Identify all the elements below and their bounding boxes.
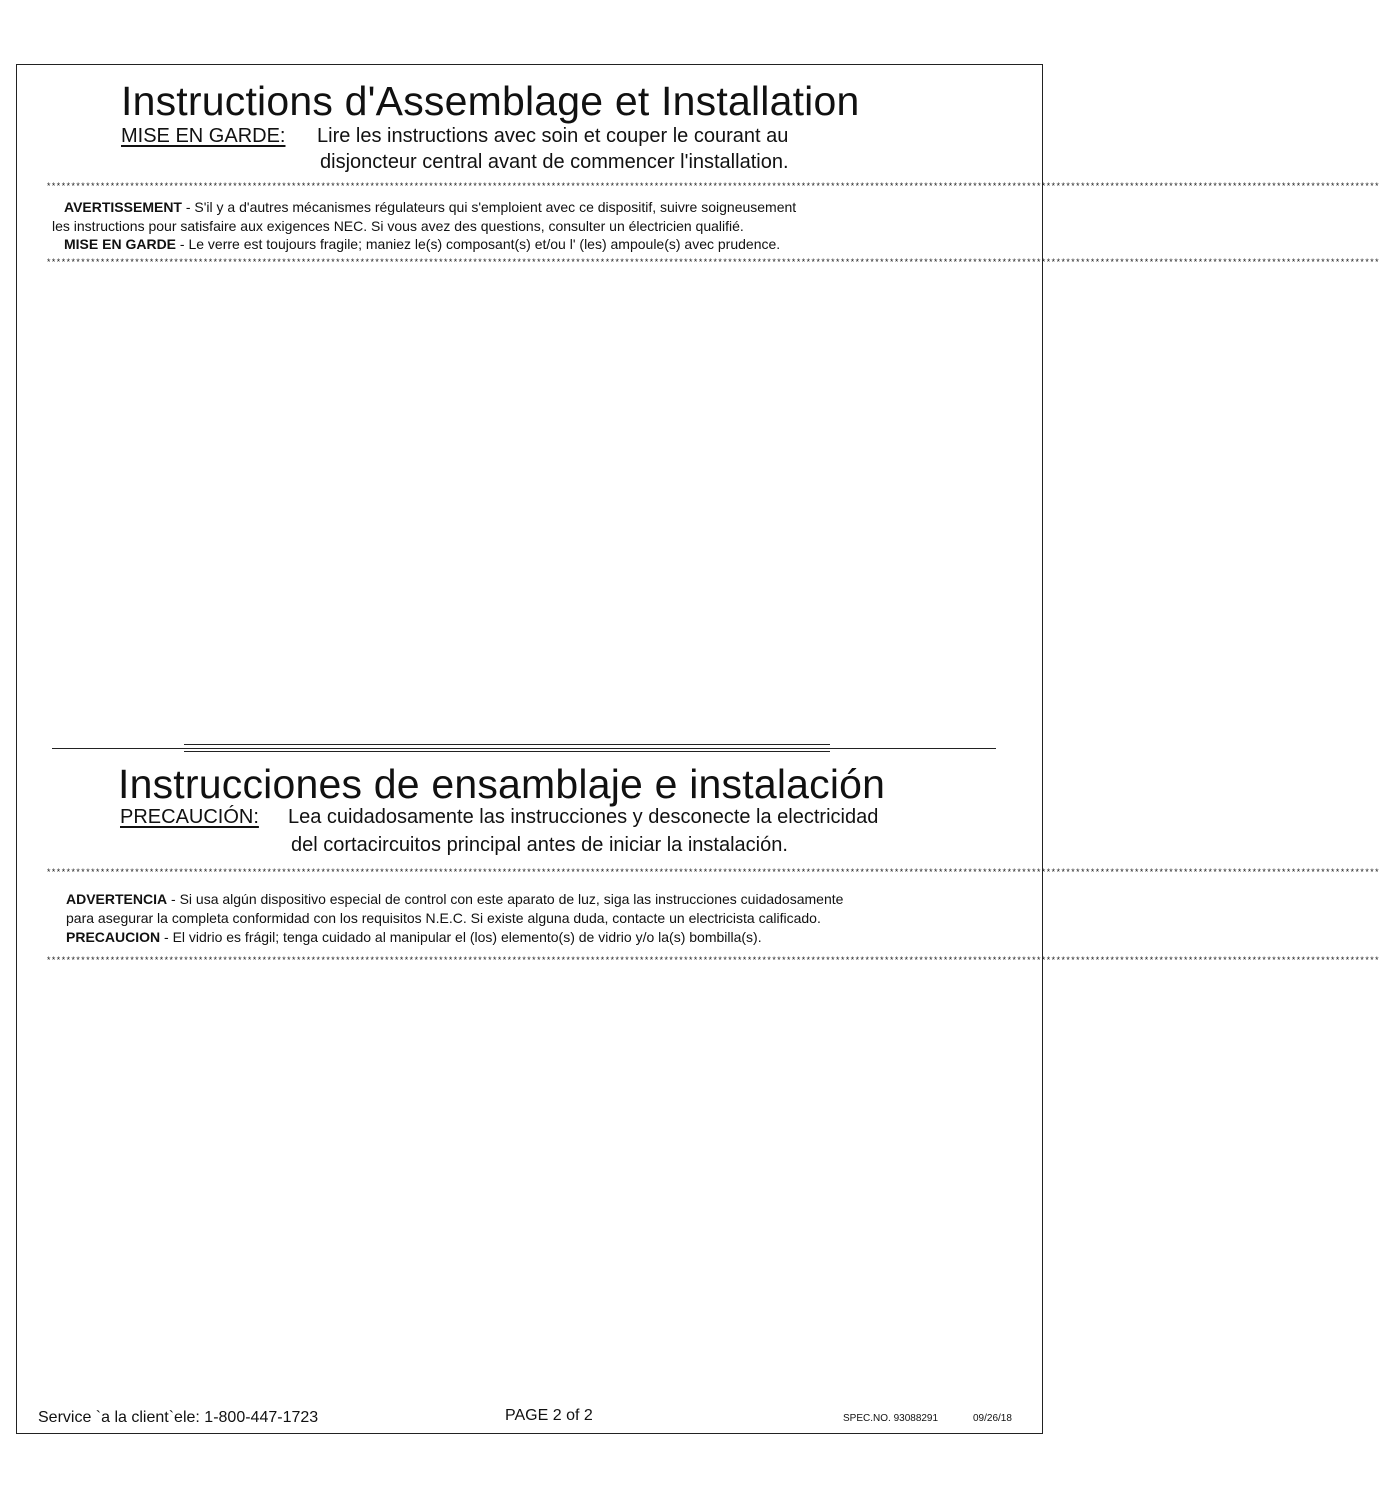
divider-line <box>52 748 996 749</box>
french-warning-line2: les instructions pour satisfaire aux exigences NEC. Si vous avez des questions, consulter un électricien qualifié. <box>52 218 744 234</box>
french-title: Instructions d'Assemblage et Installation <box>121 78 860 124</box>
separator-stars: ******************************************************************************************************************************************************************************************************************************************************************************** <box>46 868 1379 878</box>
spanish-glass-label: PRECAUCION <box>66 929 161 945</box>
spanish-caution-line2: del cortacircuitos principal antes de iniciar la instalación. <box>291 834 788 856</box>
separator-stars: ******************************************************************************************************************************************************************************************************************************************************************************** <box>46 956 1379 966</box>
page-border <box>16 64 1379 1434</box>
french-glass-warning <box>64 237 780 251</box>
spanish-glass-text: - El vidrio es frágil; tenga cuidado al manipular el (los) elemento(s) de vidrio y/o la(s) bombilla(s). <box>160 929 762 945</box>
customer-service-line: Service `a la client`ele: 1-800-447-1723 <box>38 1409 319 1426</box>
french-caution-line1: Lire les instructions avec soin et couper le courant au <box>317 125 789 147</box>
spanish-warning-label: ADVERTENCIA <box>66 891 168 907</box>
french-warning-text: - S'il y a d'autres mécanismes régulateurs qui s'emploient avec ce dispositif, suivre soigneusement <box>181 199 797 215</box>
spanish-glass-warning <box>66 930 762 944</box>
french-caution-label: MISE EN GARDE: <box>121 125 286 147</box>
divider-line-double <box>184 751 830 752</box>
divider-line-double <box>184 744 830 745</box>
spanish-warning-text: - Si usa algún dispositivo especial de control con este aparato de luz, siga las instrucciones cuidadosamente <box>167 891 844 907</box>
separator-stars: ******************************************************************************************************************************************************************************************************************************************************************************** <box>46 258 1379 268</box>
spanish-warning-line2: para asegurar la completa conformidad con los requisitos N.E.C. Si existe alguna duda, contacte un electricista calificado. <box>66 910 821 926</box>
spec-number: SPEC.NO. 93088291 <box>843 1413 939 1424</box>
french-caution-line2: disjoncteur central avant de commencer l'installation. <box>320 151 789 173</box>
french-glass-label: MISE EN GARDE <box>64 236 177 252</box>
spec-date: 09/26/18 <box>973 1413 1012 1424</box>
separator-stars: ******************************************************************************************************************************************************************************************************************************************************************************** <box>46 182 1379 192</box>
french-warning-label: AVERTISSEMENT <box>64 199 182 215</box>
spanish-title: Instrucciones de ensamblaje e instalación <box>118 761 886 807</box>
spanish-warning <box>66 892 843 906</box>
spanish-caution-label: PRECAUCIÓN: <box>120 806 259 828</box>
french-glass-text: - Le verre est toujours fragile; maniez le(s) composant(s) et/ou l' (les) ampoule(s) avec prudence. <box>176 236 781 252</box>
spanish-caution-line1: Lea cuidadosamente las instrucciones y desconecte la electricidad <box>288 806 879 828</box>
french-warning <box>64 200 796 214</box>
page-number: PAGE 2 of 2 <box>505 1407 593 1424</box>
